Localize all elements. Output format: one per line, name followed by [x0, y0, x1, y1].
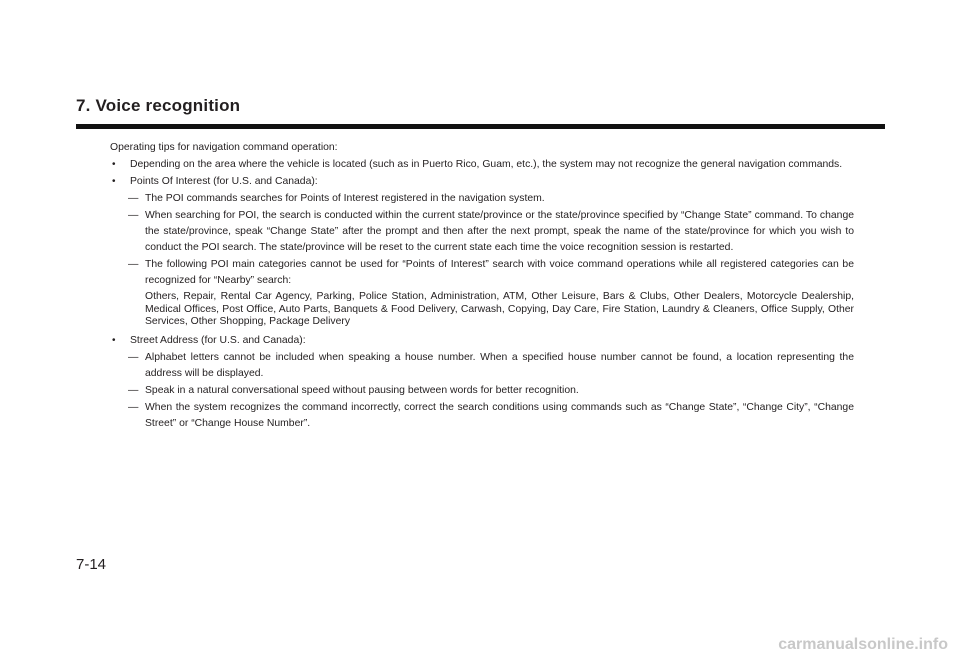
- dash-text: The POI commands searches for Points of Interest registered in the navigation system.: [145, 193, 545, 204]
- bullet-icon: •: [112, 176, 116, 187]
- dash-text: When searching for POI, the search is conducted within the current state/province or the state/province specified by “Change State” command. To change the state/province, speak “Change State” after the prompt and then after the next prompt, speak the name of the state/province for which you wish to conduct the POI search. The state/province will be reset to the current state each time the voice recognition session is restarted.: [145, 210, 854, 253]
- page-number: 7-14: [76, 556, 107, 573]
- dash-item: [128, 400, 854, 432]
- dash-icon: —: [128, 259, 139, 270]
- bullet-text: Street Address (for U.S. and Canada):: [130, 334, 306, 346]
- bullet-item: [112, 157, 854, 173]
- watermark: carmanualsonline.info: [778, 636, 948, 653]
- dash-item: [128, 383, 854, 399]
- dash-icon: —: [128, 401, 139, 413]
- bullet-icon: •: [112, 334, 116, 346]
- dash-text: When the system recognizes the command incorrectly, correct the search conditions using commands such as “Change State”, “Change City”, “Change Street” or “Change House Number”.: [145, 401, 854, 429]
- dash-text: The following POI main categories cannot be used for “Points of Interest” search with voice command operations while all registered categories can be recognized for “Nearby” search:: [145, 259, 854, 286]
- bullet-text: Depending on the area where the vehicle is located (such as in Puerto Rico, Guam, etc.), the system may not recognize the general navigation commands.: [130, 159, 843, 170]
- document-body: [110, 140, 854, 432]
- dash-icon: —: [128, 210, 139, 221]
- dash-icon: —: [128, 193, 139, 204]
- bullet-icon: •: [112, 159, 116, 170]
- dash-text: Speak in a natural conversational speed without pausing between words for better recognition.: [145, 384, 579, 396]
- dash-text: Alphabet letters cannot be included when speaking a house number. When a specified house number cannot be found, a location representing the address will be displayed.: [145, 351, 854, 379]
- dash-icon: —: [128, 351, 139, 363]
- title-rule: [76, 124, 885, 129]
- intro-text: Operating tips for navigation command operation:: [110, 142, 338, 153]
- dash-item: [128, 350, 854, 382]
- bullet-item: [112, 174, 854, 190]
- dash-item: [128, 257, 854, 289]
- poi-categories: Others, Repair, Rental Car Agency, Parking, Police Station, Administration, ATM, Other Leisure, Bars & Clubs, Other Dealers, Motorcycle Dealership, Medical Offices, Post Office, Auto Parts, Banquets & Food Delivery, Carwash, Copying, Day Care, Fire Station, Laundry & Cleaners, Office Supply, Other Services, Other Shopping, Package Delivery: [145, 291, 854, 327]
- bullet-text: Points Of Interest (for U.S. and Canada):: [130, 176, 318, 187]
- dash-icon: —: [128, 384, 139, 396]
- dash-item: [128, 208, 854, 256]
- section-title: 7. Voice recognition: [76, 96, 241, 115]
- dash-item: [128, 191, 854, 207]
- bullet-item: [112, 333, 854, 349]
